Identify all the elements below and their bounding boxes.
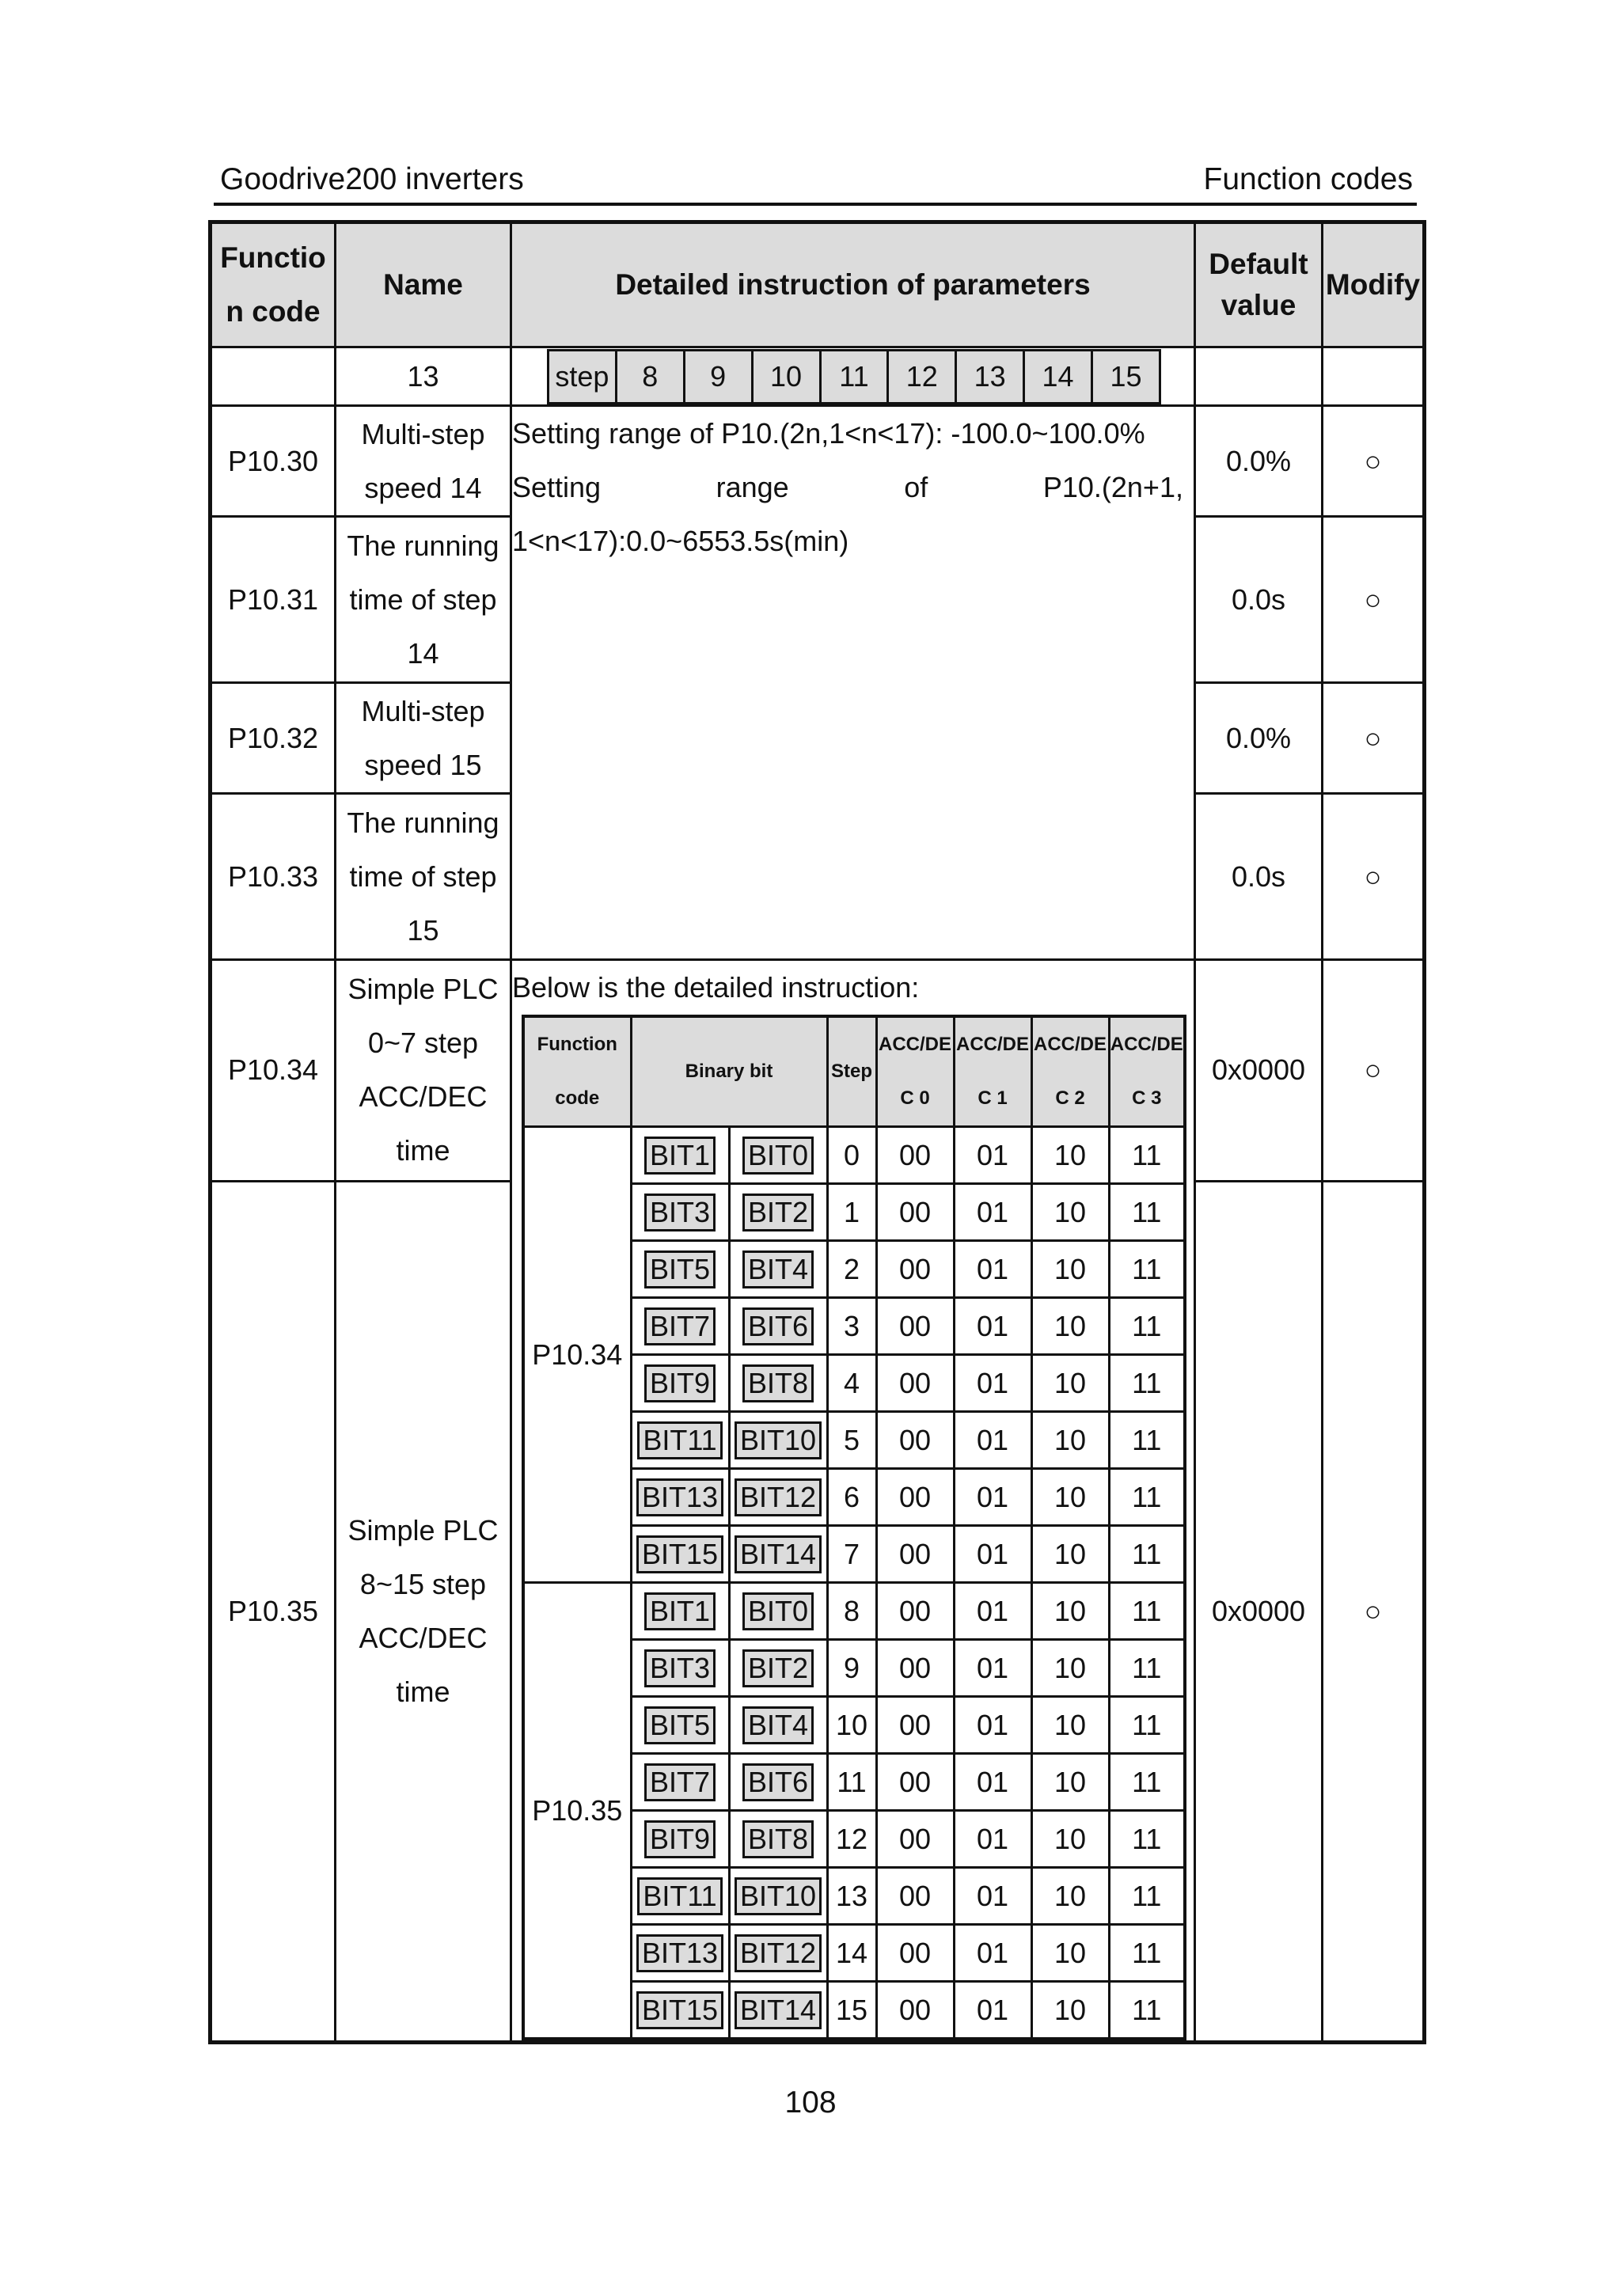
acc-dec-value: 00 (876, 1241, 954, 1298)
step-cell: 11 (827, 1754, 876, 1811)
acc-dec-value: 11 (1109, 1241, 1185, 1298)
acc-dec-value: 01 (954, 1526, 1031, 1583)
acc-dec-value: 00 (876, 1298, 954, 1355)
parameter-name: Multi-step speed 14 (336, 406, 511, 517)
acc-dec-value: 11 (1109, 1868, 1185, 1925)
header-rule (214, 203, 1417, 206)
table-header-row (211, 222, 1425, 347)
modify-circle-icon: ○ (1323, 406, 1425, 517)
bit-label: BIT0 (742, 1137, 814, 1175)
col-header-detail: Detailed instruction of parameters (511, 222, 1195, 347)
acc-dec-value: 00 (876, 1982, 954, 2040)
bit-high-cell (631, 1982, 729, 2040)
step-number-cell: 15 (1092, 350, 1160, 403)
step-number-table (547, 349, 1161, 404)
bit-low-cell (729, 1412, 827, 1469)
bit-high-cell (631, 1526, 729, 1583)
col-header-modify: Modify (1323, 222, 1425, 347)
page-number: 108 (784, 2085, 837, 2120)
bit-high-cell (631, 1640, 729, 1697)
bit-label: BIT8 (742, 1364, 814, 1402)
acc-dec-value: 11 (1109, 1982, 1185, 2040)
step-cell: 3 (827, 1298, 876, 1355)
acc-dec-value: 01 (954, 1868, 1031, 1925)
acc-dec-value: 00 (876, 1925, 954, 1982)
bit-low-cell (729, 1925, 827, 1982)
parameter-name: The running time of step 15 (336, 794, 511, 960)
bit-label: BIT5 (644, 1706, 716, 1744)
bin-header-function-code: Function code (523, 1016, 631, 1127)
step-number-cell: 14 (1024, 350, 1092, 403)
bit-label: BIT15 (636, 1991, 723, 2029)
acc-dec-value: 01 (954, 1925, 1031, 1982)
bit-low-cell (729, 1469, 827, 1526)
step-cell: 1 (827, 1184, 876, 1241)
bit-label: BIT14 (735, 1535, 822, 1573)
bit-low-cell (729, 1298, 827, 1355)
acc-dec-value: 10 (1031, 1241, 1109, 1298)
bit-label: BIT14 (735, 1991, 822, 2029)
bit-high-cell (631, 1184, 729, 1241)
bit-label: BIT13 (636, 1934, 723, 1972)
bit-label: BIT1 (644, 1137, 716, 1175)
bit-low-cell (729, 1982, 827, 2040)
bit-high-cell (631, 1241, 729, 1298)
header-section-title: Function codes (1203, 162, 1413, 196)
bit-low-cell (729, 1526, 827, 1583)
bit-label: BIT6 (742, 1763, 814, 1801)
bit-high-cell (631, 1811, 729, 1868)
modify-circle-icon: ○ (1323, 794, 1425, 960)
acc-dec-value: 01 (954, 1127, 1031, 1184)
continued-name: 13 (336, 347, 511, 406)
acc-dec-value: 11 (1109, 1697, 1185, 1754)
bit-high-cell (631, 1925, 729, 1982)
bit-low-cell (729, 1127, 827, 1184)
acc-dec-value: 11 (1109, 1298, 1185, 1355)
acc-dec-value: 10 (1031, 1754, 1109, 1811)
range-line-1: Setting range of P10.(2n,1<n<17): -100.0~100.0% (512, 417, 1145, 450)
acc-dec-value: 11 (1109, 1184, 1185, 1241)
acc-dec-value: 01 (954, 1298, 1031, 1355)
step-cell: 7 (827, 1526, 876, 1583)
step-cell: 9 (827, 1640, 876, 1697)
default-value: 0x0000 (1195, 1181, 1323, 2042)
acc-dec-value: 10 (1031, 1697, 1109, 1754)
binary-table-body (523, 1127, 1185, 2040)
function-code: P10.33 (211, 794, 336, 960)
default-value: 0.0s (1195, 794, 1323, 960)
bit-label: BIT9 (644, 1820, 716, 1858)
default-value: 0.0% (1195, 406, 1323, 517)
bit-high-cell (631, 1127, 729, 1184)
step-cell: 13 (827, 1868, 876, 1925)
bit-label: BIT11 (637, 1877, 722, 1915)
plc-acc-dec-description (511, 960, 1195, 2043)
parameter-name: Multi-step speed 15 (336, 683, 511, 794)
bit-high-cell (631, 1868, 729, 1925)
function-code: P10.35 (211, 1181, 336, 2042)
bit-label: BIT11 (637, 1421, 722, 1459)
acc-dec-value: 11 (1109, 1469, 1185, 1526)
bit-high-cell (631, 1754, 729, 1811)
binary-table-header (523, 1016, 1185, 1127)
bin-header-acc-dec-3: ACC/DE C 3 (1109, 1016, 1185, 1127)
acc-dec-value: 00 (876, 1697, 954, 1754)
col-header-default: Default value (1195, 222, 1323, 347)
acc-dec-value: 01 (954, 1811, 1031, 1868)
table-row (211, 406, 1425, 517)
parameter-name: Simple PLC 0~7 step ACC/DEC time (336, 960, 511, 1182)
step-number-row (549, 350, 1160, 403)
acc-dec-value: 00 (876, 1184, 954, 1241)
acc-dec-value: 11 (1109, 1526, 1185, 1583)
acc-dec-value: 10 (1031, 1412, 1109, 1469)
binary-bit-table (522, 1015, 1186, 2040)
acc-dec-value: 00 (876, 1127, 954, 1184)
step-number-cell: 13 (956, 350, 1024, 403)
step-number-cell: 11 (820, 350, 888, 403)
bit-low-cell (729, 1241, 827, 1298)
bin-header-acc-dec-1: ACC/DE C 1 (954, 1016, 1031, 1127)
bit-label: BIT6 (742, 1307, 814, 1345)
acc-dec-value: 11 (1109, 1412, 1185, 1469)
acc-dec-value: 00 (876, 1811, 954, 1868)
step-cell: 14 (827, 1925, 876, 1982)
function-code: P10.32 (211, 683, 336, 794)
acc-dec-value: 01 (954, 1754, 1031, 1811)
bin-header-step: Step (827, 1016, 876, 1127)
acc-dec-value: 10 (1031, 1640, 1109, 1697)
continued-row (211, 347, 1425, 406)
parameter-name: The running time of step 14 (336, 517, 511, 683)
plc-intro-text: Below is the detailed instruction: (512, 971, 920, 1004)
function-code: P10.30 (211, 406, 336, 517)
modify-circle-icon: ○ (1323, 960, 1425, 1182)
bit-label: BIT1 (644, 1592, 716, 1630)
acc-dec-value: 11 (1109, 1127, 1185, 1184)
bit-high-cell (631, 1697, 729, 1754)
function-code-table (208, 220, 1426, 2044)
acc-dec-value: 01 (954, 1469, 1031, 1526)
acc-dec-value: 11 (1109, 1925, 1185, 1982)
acc-dec-value: 00 (876, 1355, 954, 1412)
bit-label: BIT13 (636, 1478, 723, 1516)
acc-dec-value: 11 (1109, 1811, 1185, 1868)
bit-high-cell (631, 1298, 729, 1355)
bit-label: BIT7 (644, 1307, 716, 1345)
bit-low-cell (729, 1811, 827, 1868)
default-value: 0.0% (1195, 683, 1323, 794)
default-value: 0.0s (1195, 517, 1323, 683)
function-code: P10.31 (211, 517, 336, 683)
bit-label: BIT2 (742, 1194, 814, 1231)
modify-circle-icon: ○ (1323, 1181, 1425, 2042)
table-row (211, 960, 1425, 1182)
acc-dec-value: 00 (876, 1412, 954, 1469)
bit-label: BIT3 (644, 1194, 716, 1231)
step-cell: 15 (827, 1982, 876, 2040)
acc-dec-value: 00 (876, 1469, 954, 1526)
acc-dec-value: 01 (954, 1184, 1031, 1241)
acc-dec-value: 01 (954, 1583, 1031, 1640)
group-function-code: P10.34 (523, 1127, 631, 1583)
bit-high-cell (631, 1583, 729, 1640)
bit-label: BIT10 (735, 1421, 822, 1459)
bit-label: BIT5 (644, 1250, 716, 1288)
bit-label: BIT10 (735, 1877, 822, 1915)
step-number-cell: 8 (616, 350, 684, 403)
bit-label: BIT12 (735, 1478, 822, 1516)
acc-dec-value: 01 (954, 1697, 1031, 1754)
step-number-cell: 9 (684, 350, 752, 403)
acc-dec-value: 01 (954, 1982, 1031, 2040)
bit-label: BIT9 (644, 1364, 716, 1402)
header-manual-title: Goodrive200 inverters (220, 162, 524, 196)
bit-low-cell (729, 1355, 827, 1412)
acc-dec-value: 00 (876, 1640, 954, 1697)
step-cell: 10 (827, 1697, 876, 1754)
bit-low-cell (729, 1754, 827, 1811)
bit-high-cell (631, 1355, 729, 1412)
acc-dec-value: 00 (876, 1526, 954, 1583)
acc-dec-value: 00 (876, 1583, 954, 1640)
default-value: 0x0000 (1195, 960, 1323, 1182)
binary-table-row (523, 1127, 1185, 1184)
range-line-3: 1<n<17):0.0~6553.5s(min) (512, 525, 849, 557)
setting-range-description (511, 406, 1195, 960)
acc-dec-value: 10 (1031, 1298, 1109, 1355)
acc-dec-value: 01 (954, 1412, 1031, 1469)
acc-dec-value: 11 (1109, 1754, 1185, 1811)
acc-dec-value: 10 (1031, 1811, 1109, 1868)
modify-circle-icon: ○ (1323, 517, 1425, 683)
bit-high-cell (631, 1412, 729, 1469)
acc-dec-value: 10 (1031, 1355, 1109, 1412)
step-cell: 4 (827, 1355, 876, 1412)
acc-dec-value: 00 (876, 1754, 954, 1811)
bit-high-cell (631, 1469, 729, 1526)
bit-label: BIT4 (742, 1250, 814, 1288)
acc-dec-value: 00 (876, 1868, 954, 1925)
acc-dec-value: 10 (1031, 1184, 1109, 1241)
range-line-2: Setting range of P10.(2n+1, (512, 471, 1183, 503)
acc-dec-value: 11 (1109, 1640, 1185, 1697)
acc-dec-value: 11 (1109, 1355, 1185, 1412)
step-cell: 5 (827, 1412, 876, 1469)
step-cell: 2 (827, 1241, 876, 1298)
bit-label: BIT2 (742, 1649, 814, 1687)
acc-dec-value: 10 (1031, 1526, 1109, 1583)
step-cell: 0 (827, 1127, 876, 1184)
bit-low-cell (729, 1640, 827, 1697)
acc-dec-value: 10 (1031, 1127, 1109, 1184)
modify-circle-icon: ○ (1323, 683, 1425, 794)
bit-label: BIT8 (742, 1820, 814, 1858)
bit-low-cell (729, 1184, 827, 1241)
step-cell: 8 (827, 1583, 876, 1640)
acc-dec-value: 10 (1031, 1925, 1109, 1982)
acc-dec-value: 10 (1031, 1583, 1109, 1640)
bit-label: BIT7 (644, 1763, 716, 1801)
acc-dec-value: 10 (1031, 1868, 1109, 1925)
binary-table-row (523, 1583, 1185, 1640)
bit-label: BIT3 (644, 1649, 716, 1687)
bit-low-cell (729, 1868, 827, 1925)
bit-label: BIT4 (742, 1706, 814, 1744)
acc-dec-value: 01 (954, 1355, 1031, 1412)
col-header-name: Name (336, 222, 511, 347)
step-number-cell: 10 (752, 350, 820, 403)
group-function-code: P10.35 (523, 1583, 631, 2040)
bit-label: BIT15 (636, 1535, 723, 1573)
col-header-function-code: Functio n code (211, 222, 336, 347)
function-code: P10.34 (211, 960, 336, 1182)
acc-dec-value: 11 (1109, 1583, 1185, 1640)
parameter-name: Simple PLC 8~15 step ACC/DEC time (336, 1181, 511, 2042)
step-cell: 6 (827, 1469, 876, 1526)
bin-header-acc-dec-0: ACC/DE C 0 (876, 1016, 954, 1127)
step-cell: 12 (827, 1811, 876, 1868)
acc-dec-value: 01 (954, 1241, 1031, 1298)
bit-low-cell (729, 1583, 827, 1640)
acc-dec-value: 01 (954, 1640, 1031, 1697)
acc-dec-value: 10 (1031, 1982, 1109, 2040)
bit-label: BIT12 (735, 1934, 822, 1972)
step-label-cell: step (549, 350, 617, 403)
acc-dec-value: 10 (1031, 1469, 1109, 1526)
step-number-cell: 12 (888, 350, 956, 403)
bit-low-cell (729, 1697, 827, 1754)
bin-header-acc-dec-2: ACC/DE C 2 (1031, 1016, 1109, 1127)
bin-header-binary-bit: Binary bit (631, 1016, 827, 1127)
bit-label: BIT0 (742, 1592, 814, 1630)
